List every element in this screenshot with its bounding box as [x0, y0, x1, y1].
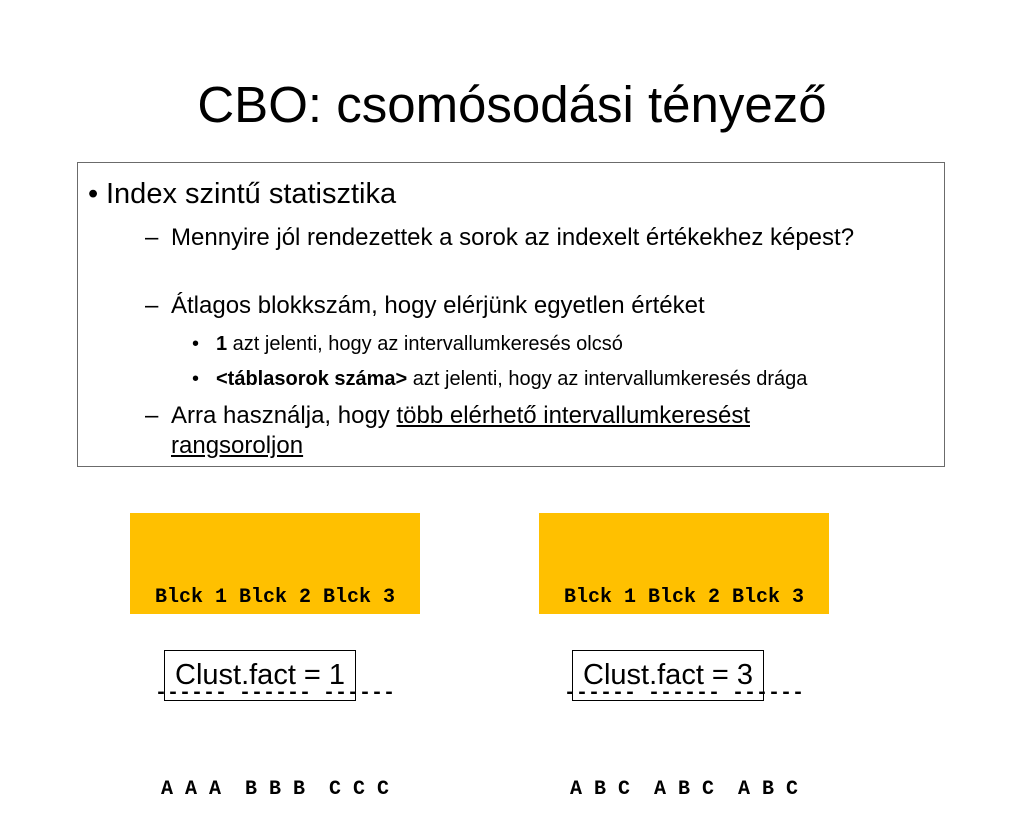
subbullet-text: Arra használja, hogy	[171, 402, 397, 429]
subbullet-ordering-question	[145, 223, 861, 253]
underlined-text: több elérhető intervallumkeresést rangsoroljon	[171, 402, 750, 459]
subsubbullet-text: azt jelenti, hogy az intervallumkeresés olcsó	[227, 333, 623, 355]
bullet-marker: •	[192, 368, 200, 390]
dash-marker: –	[145, 224, 159, 251]
bullet-marker: •	[88, 178, 99, 210]
subbullet-average-blocks	[145, 291, 861, 321]
bullet-marker: •	[192, 333, 200, 355]
subbullet-text: Átlagos blokkszám, hogy elérjünk egyetlen értéket	[171, 292, 705, 319]
clustering-factor-label-right: Clust.fact = 3	[572, 650, 764, 701]
subsubbullet-text: azt jelenti, hogy az intervallumkeresés drága	[407, 368, 808, 390]
block-header-line: Blck 1 Blck 2 Blck 3	[154, 586, 396, 609]
subsubbullet-cheap	[192, 331, 623, 357]
block-values-line: A A A B B B C C C	[160, 778, 390, 801]
subbullet-text: Mennyire jól rendezettek a sorok az indexelt értékekhez képest?	[171, 224, 855, 251]
block-separator-line: ------ ------ ------	[563, 682, 805, 705]
bold-value: <táblasorok száma>	[216, 368, 408, 390]
bullet-text: Index szintű statisztika	[106, 178, 397, 210]
block-separator-line: ------ ------ ------	[154, 682, 396, 705]
dash-marker: –	[145, 292, 159, 319]
bullet-index-statistics	[88, 177, 397, 211]
block-values-line: A B C A B C A B C	[569, 778, 799, 801]
clustering-factor-label-left: Clust.fact = 1	[164, 650, 356, 701]
bold-value: 1	[216, 333, 228, 355]
bullet-list-box	[77, 162, 945, 467]
subbullet-usage	[145, 401, 861, 461]
dash-marker: –	[145, 402, 159, 429]
block-header-line: Blck 1 Blck 2 Blck 3	[563, 586, 805, 609]
slide-title: CBO: csomósodási tényező	[197, 76, 827, 133]
subsubbullet-expensive	[192, 366, 808, 392]
